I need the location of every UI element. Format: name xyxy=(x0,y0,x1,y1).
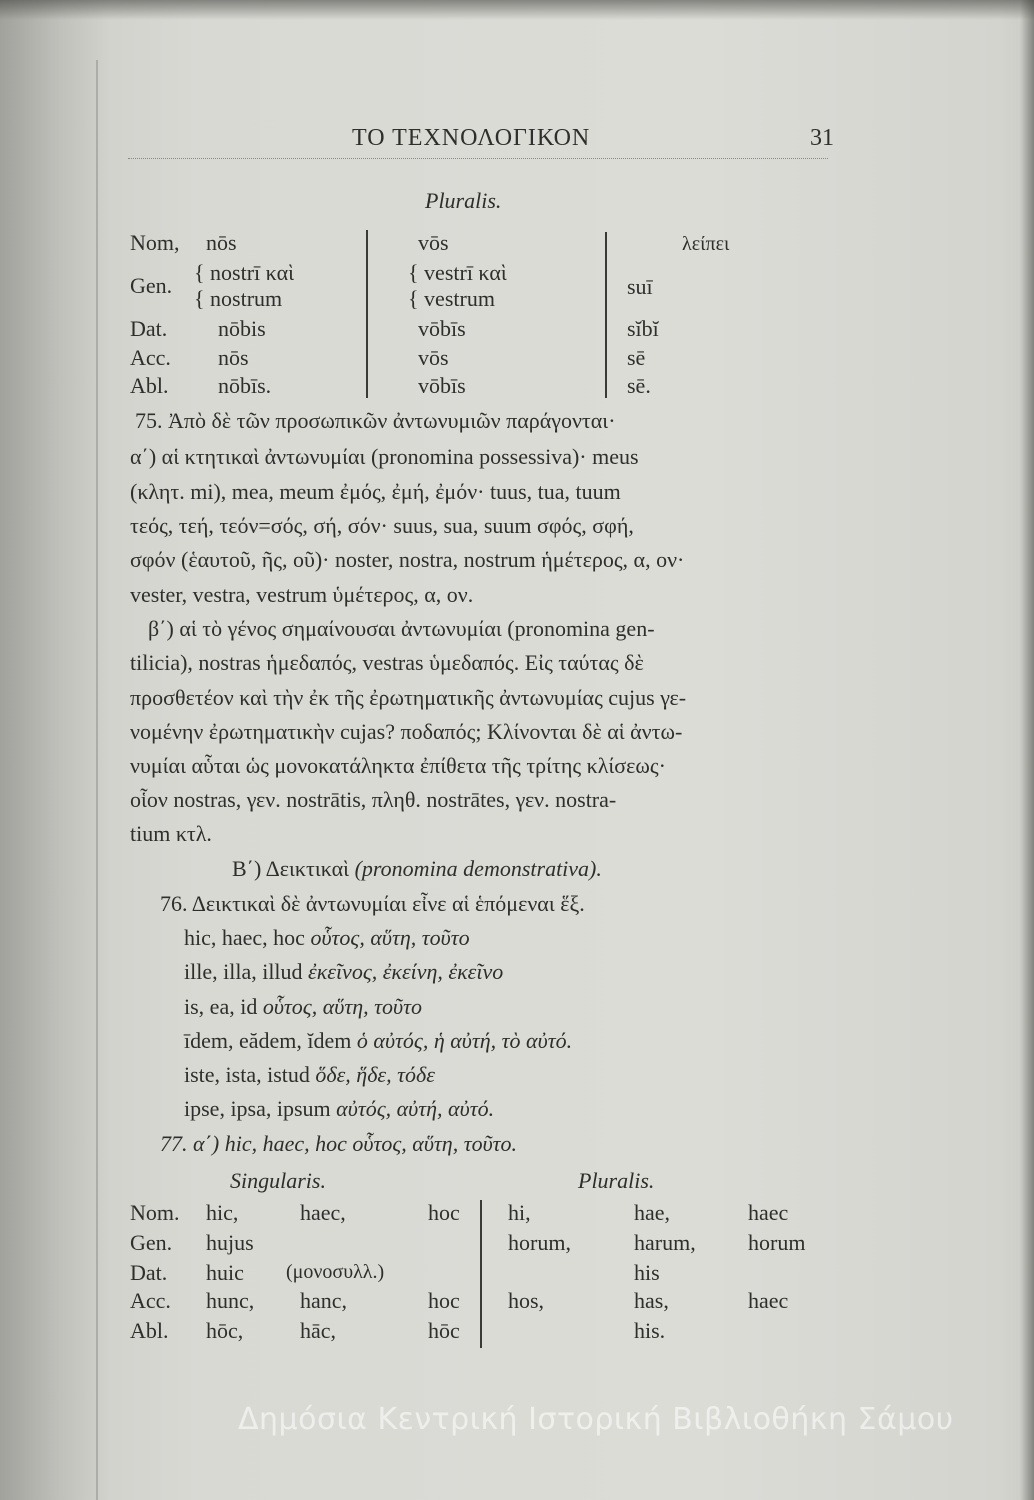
text-line: τεός, τεή, τεόν=σός, σή, σόν· suus, sua, suum σφός, σφή, xyxy=(130,513,634,538)
text-line: 77. α΄) hic, haec, hoc οὗτος, αὕτη, τοῦτο. xyxy=(160,1131,518,1156)
greek-forms: οὗτος, αὕτη, τοῦτο xyxy=(310,925,470,950)
form-cell: haec xyxy=(748,1200,789,1225)
greek-forms: ἐκεῖνος, ἐκείνη, ἐκεῖνο xyxy=(308,959,504,984)
form-cell: his. xyxy=(634,1318,666,1343)
form-cell: { nostrum xyxy=(194,286,283,311)
demonstrative-item xyxy=(184,927,470,949)
running-title: ΤΟ ΤΕΧΝΟΛΟΓΙΚΟΝ xyxy=(352,125,591,151)
case-label: Acc. xyxy=(130,345,171,370)
form-cell: hic, xyxy=(206,1200,239,1225)
form-cell: { vestrum xyxy=(408,286,495,311)
form-cell: hoc xyxy=(428,1200,460,1225)
latin-forms: is, ea, id xyxy=(184,994,258,1019)
gutter-shadow xyxy=(0,0,110,1500)
form-cell: harum, xyxy=(634,1230,696,1255)
form-cell: has, xyxy=(634,1288,669,1313)
plural-heading: Pluralis. xyxy=(425,188,502,213)
form-cell: hos, xyxy=(508,1288,545,1313)
form-cell: hujus xyxy=(206,1230,254,1255)
greek-forms: αὐτός, αὐτή, αὐτό. xyxy=(336,1096,495,1121)
demonstrative-item xyxy=(184,996,422,1018)
form-cell: hanc, xyxy=(300,1288,348,1313)
page-edge xyxy=(96,60,98,1500)
case-label: Nom. xyxy=(130,1200,180,1225)
form-cell: sĭbĭ xyxy=(627,316,659,341)
latin-forms: hic, haec, hoc xyxy=(184,925,305,950)
right-edge xyxy=(1020,0,1034,1500)
case-label: Dat. xyxy=(130,316,168,341)
subheading-prefix: Β΄) Δεικτικαὶ xyxy=(232,856,350,881)
text-line: tium κτλ. xyxy=(130,821,212,846)
form-cell: hāc, xyxy=(300,1318,337,1343)
text-line: νυμίαι αὗται ὡς μονοκατάληκτα ἐπίθετα τῆς τρίτης κλίσεως· xyxy=(130,753,666,778)
form-cell: huic xyxy=(206,1260,244,1285)
text-line: οἷον nostras, γεν. nostrātis, πληθ. nostrātes, γεν. nostra- xyxy=(130,787,617,812)
case-label: Nom, xyxy=(130,230,180,255)
form-cell: his xyxy=(634,1260,660,1285)
subheading-demonstrativa xyxy=(232,858,602,880)
library-watermark: Δημόσια Κεντρική Ιστορική Βιβλιοθήκη Σάμου xyxy=(238,1402,954,1437)
form-cell: sē xyxy=(627,345,646,370)
form-cell: haec xyxy=(748,1288,789,1313)
column-rule xyxy=(605,232,607,398)
form-cell: vōbīs xyxy=(418,373,466,398)
text-line: β΄) αἱ τὸ γένος σημαίνουσαι ἀντωνυμίαι (pronomina gen- xyxy=(148,616,655,641)
form-cell: { nostrī καὶ xyxy=(194,260,295,285)
text-line: tilicia), nostras ἡμεδαπός, vestras ὑμεδαπός. Εἰς ταύτας δὲ xyxy=(130,650,644,675)
form-cell: hi, xyxy=(508,1200,531,1225)
demonstrative-item xyxy=(184,961,503,983)
form-cell: hōc, xyxy=(206,1318,244,1343)
form-cell: nōs xyxy=(218,345,249,370)
latin-forms: iste, ista, istud xyxy=(184,1062,310,1087)
form-cell: horum, xyxy=(508,1230,571,1255)
demonstrative-item xyxy=(184,1098,494,1120)
case-label: Acc. xyxy=(130,1288,171,1313)
case-label: Abl. xyxy=(130,1318,169,1343)
greek-forms: ὁ αὐτός, ἡ αὐτή, τὸ αὐτό. xyxy=(356,1028,573,1053)
form-cell: nōs xyxy=(206,230,237,255)
text-line: προσθετέον καὶ τὴν ἐκ τῆς ἐρωτηματικῆς ἀντωνυμίας cujus γε- xyxy=(130,685,687,710)
form-cell: vōs xyxy=(418,345,449,370)
latin-forms: ipse, ipsa, ipsum xyxy=(184,1096,331,1121)
column-rule xyxy=(366,230,368,398)
form-cell: hunc, xyxy=(206,1288,255,1313)
case-label: Dat. xyxy=(130,1260,168,1285)
form-cell: hae, xyxy=(634,1200,671,1225)
form-cell: hōc xyxy=(428,1318,460,1343)
singular-heading: Singularis. xyxy=(230,1168,326,1193)
greek-forms: ὅδε, ἥδε, τόδε xyxy=(315,1062,435,1087)
column-rule xyxy=(480,1200,482,1348)
text-line: vester, vestra, vestrum ὑμέτερος, α, ον. xyxy=(130,582,474,607)
demonstrative-item xyxy=(184,1030,572,1052)
form-cell: nōbis xyxy=(218,316,266,341)
form-cell: (μονοσυλλ.) xyxy=(286,1261,385,1283)
text-line: σφόν (ἑαυτοῦ, ῆς, οῦ)· noster, nostra, nostrum ἡμέτερος, α, ον· xyxy=(130,547,685,572)
form-cell: haec, xyxy=(300,1200,346,1225)
latin-forms: ille, illa, illud xyxy=(184,959,303,984)
top-shadow xyxy=(0,0,1034,20)
form-cell: vōbīs xyxy=(418,316,466,341)
text-line: 75. Ἀπὸ δὲ τῶν προσωπικῶν ἀντωνυμιῶν παράγονται· xyxy=(135,408,616,433)
text-line: α΄) αἱ κτητικαὶ ἀντωνυμίαι (pronomina possessiva)· meus xyxy=(130,444,639,469)
form-cell: vōs xyxy=(418,230,449,255)
case-label: Abl. xyxy=(130,373,169,398)
text-line: 76. Δεικτικαὶ δὲ ἀντωνυμίαι εἶνε αἱ ἑπόμεναι ἕξ. xyxy=(160,891,585,916)
text-line: νομένην ἐρωτηματικὴν cujas? ποδαπός; Κλίνονται δὲ αἱ ἀντω- xyxy=(130,719,683,744)
form-cell: nōbīs. xyxy=(218,373,272,398)
demonstrative-item xyxy=(184,1064,435,1086)
header-rule xyxy=(128,158,828,160)
form-cell: hoc xyxy=(428,1288,460,1313)
case-label: Gen. xyxy=(130,273,173,298)
case-label: Gen. xyxy=(130,1230,173,1255)
form-cell: suī xyxy=(627,274,653,299)
form-cell: sē. xyxy=(627,373,651,398)
form-cell: λείπει xyxy=(682,233,730,255)
form-cell: { vestrī καὶ xyxy=(408,260,507,285)
form-cell: horum xyxy=(748,1230,806,1255)
page-number: 31 xyxy=(810,125,834,151)
greek-forms: οὗτος, αὕτη, τοῦτο xyxy=(262,994,423,1019)
latin-forms: īdem, eădem, ĭdem xyxy=(184,1028,352,1053)
text-line: (κλητ. mi), mea, meum ἐμός, ἐμή, ἐμόν· tuus, tua, tuum xyxy=(130,479,621,504)
subheading-latin: (pronomina demonstrativa). xyxy=(354,856,602,881)
running-header xyxy=(130,125,834,159)
plural-heading-77: Pluralis. xyxy=(578,1168,655,1193)
